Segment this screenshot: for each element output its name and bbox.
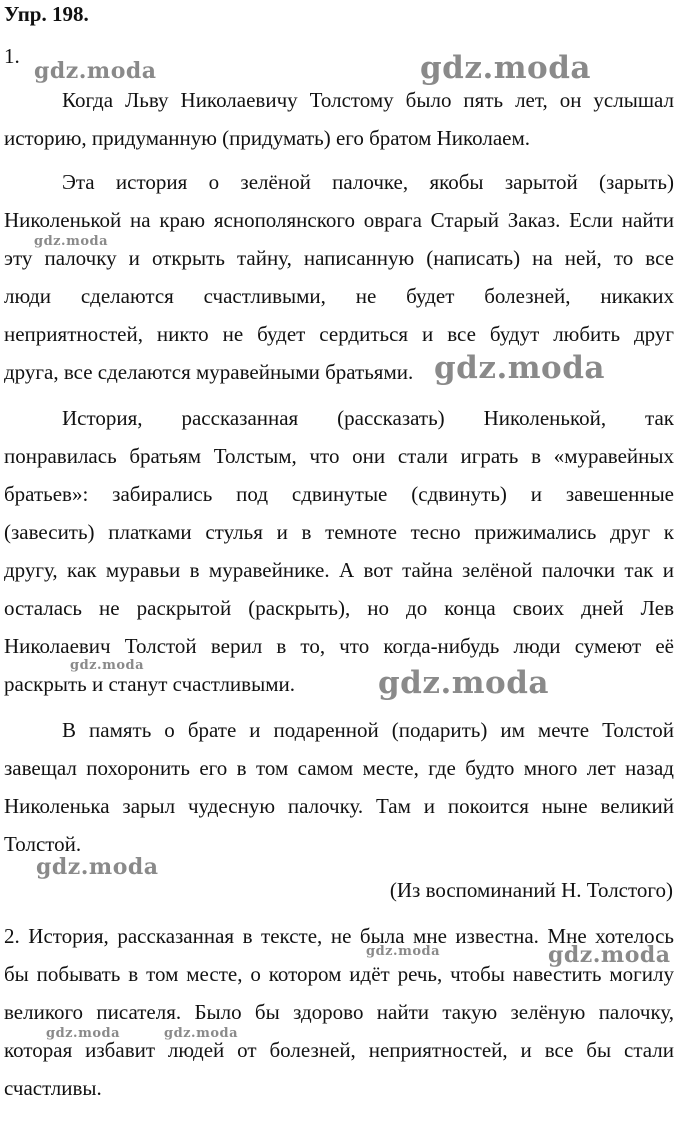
text-line: другу, как муравьи в муравейнике. А вот тайна зелёной палочки так и (4, 558, 674, 582)
text-line: завещал похоронить его в том самом месте, где будто много лет назад (4, 756, 674, 780)
watermark: gdz.moda (70, 658, 145, 673)
watermark: gdz.moda (548, 942, 671, 968)
text-line: Николенька зарыл чудесную палочку. Там и покоится ныне великий (4, 794, 674, 818)
text-line: Эта история о зелёной палочке, якобы зарытой (зарыть) (62, 170, 674, 194)
watermark: gdz.moda (36, 854, 159, 880)
text-line: осталась не раскрытой (раскрыть), но до конца своих дней Лев (4, 596, 674, 620)
text-line: люди сделаются счастливыми, не будет болезней, никаких (4, 284, 674, 308)
watermark: gdz.moda (366, 944, 441, 959)
text-line: эту палочку и открыть тайну, написанную (написать) на ней, то все (4, 246, 674, 270)
text-line: 2. История, рассказанная в тексте, не была мне известна. Мне хотелось (4, 924, 674, 948)
source-attribution: (Из воспоминаний Н. Толстого) (389, 878, 673, 902)
text-line: счастливы. (4, 1076, 102, 1100)
part1-number: 1. (4, 44, 20, 68)
watermark: gdz.moda (34, 234, 109, 249)
text-line: неприятностей, никто не будет сердиться и все будут любить друг (4, 322, 674, 346)
text-line: История, рассказанная (рассказать) Николенькой, так (62, 406, 674, 430)
watermark: gdz.moda (420, 50, 591, 86)
exercise-title: Упр. 198. (4, 2, 89, 26)
text-line: которая избавит людей от болезней, неприятностей, и все бы стали (4, 1038, 674, 1062)
watermark: gdz.moda (434, 350, 605, 386)
text-line: Николенькой на краю яснополянского оврага Старый Заказ. Если найти (4, 208, 674, 232)
watermark: gdz.moda (34, 58, 157, 84)
watermark: gdz.moda (46, 1026, 121, 1041)
watermark: gdz.moda (378, 665, 549, 701)
text-line: Толстой. (4, 832, 82, 856)
text-line: братьев»: забирались под сдвинутые (сдвинуть) и завешенные (4, 482, 674, 506)
text-line: В память о брате и подаренной (подарить) им мечте Толстой (62, 718, 674, 742)
text-line: (завесить) платками стулья и в темноте тесно прижимались друг к (4, 520, 674, 544)
text-line: Николаевич Толстой верил в то, что когда-нибудь люди сумеют её (4, 634, 674, 658)
text-line: великого писателя. Было бы здорово найти такую зелёную палочку, (4, 1000, 674, 1024)
text-line: раскрыть и станут счастливыми. (4, 672, 295, 696)
watermark: gdz.moda (164, 1026, 239, 1041)
text-line: Когда Льву Николаевичу Толстому было пять лет, он услышал (62, 88, 674, 112)
text-line: понравилась братьям Толстым, что они стали играть в «муравейных (4, 444, 674, 468)
text-line: друга, все сделаются муравейными братьями. (4, 360, 414, 384)
text-line: бы побывать в том месте, о котором идёт речь, чтобы навестить могилу (4, 962, 674, 986)
text-line: историю, придуманную (придумать) его братом Николаем. (4, 126, 531, 150)
